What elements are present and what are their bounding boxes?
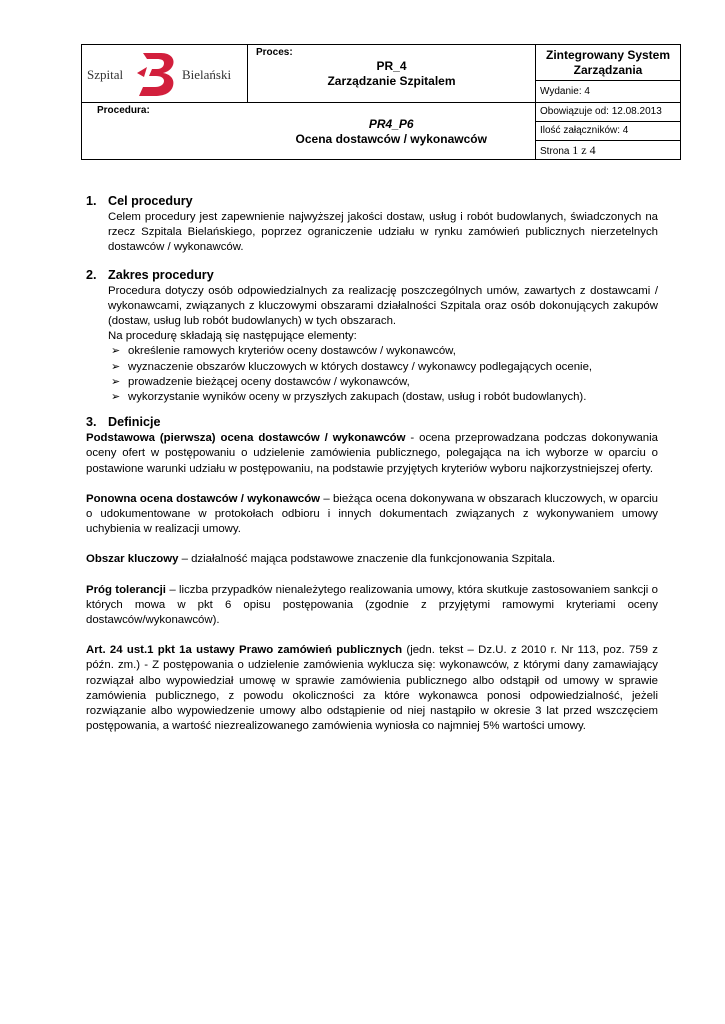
definition-text: (jedn. tekst – Dz.U. z 2010 r. Nr 113, poz. 759 z późn. zm.) - Z postępowania o udzielenie zamówienia wyklucza się: wykonawców, z którymi dany zamawiający rozwiązał albo wypowiedział umowę w sprawie zamówienia publicznego albo odstąpił od umowy w sprawie zamówienia publicznego, z powodu okoliczności za które wykonawca ponosi odpowiedzialność, jeżeli rozwiązanie albo wypowiedzenie umowy albo odstąpienie od niej nastąpiło w okresie 3 lat przed wszczęciem postępowania, a wartość niezrealizowanego zamówienia wyniosła co najmniej 5% wartości umowy. — [86, 644, 658, 733]
definition-term: Próg tolerancji — [86, 583, 166, 596]
page-number — [536, 140, 680, 159]
arrow-bullet-icon: ➢ — [111, 360, 121, 373]
page-label: Strona — [540, 146, 570, 157]
section-3-number: 3. — [86, 415, 97, 430]
logo-word-bielanski: Bielański — [182, 67, 232, 82]
list-item: ➢ prowadzenie bieżącej oceny dostawców / wykonawców, — [108, 375, 658, 390]
list-item: ➢ określenie ramowych kryteriów oceny dostawców / wykonawców, — [108, 344, 658, 359]
definition-text: – działalność mająca podstawowe znaczenie dla funkcjonowania Szpitala. — [178, 553, 556, 566]
definition-term: Podstawowa (pierwsza) ocena dostawców / wykonawców — [86, 432, 406, 445]
logo-b-icon — [135, 51, 179, 97]
section-1-number: 1. — [86, 194, 97, 208]
definition-art-24 — [86, 643, 658, 734]
definition-tolerance-threshold — [86, 583, 658, 629]
system-title — [536, 45, 680, 80]
process-label: Proces: — [256, 47, 293, 58]
procedure-code: PR4_P6 — [368, 117, 414, 131]
effective-date: Obowiązuje od: 12.08.2013 — [540, 106, 662, 117]
section-1-text: Celem procedury jest zapewnienie najwyższej jakości dostaw, usług i robót budowlanych, świadczonych na rzecz Szpitala Bielańskiego, poprzez ograniczenie udziału w rynku zamówień publicznych nierzetelnych dostawców / wykonawców. — [108, 211, 658, 254]
definition-term: Obszar kluczowy — [86, 553, 179, 566]
section-2-intro: Na procedurę składają się następujące elementy: — [108, 330, 357, 343]
system-title-line1: Zintegrowany System — [545, 48, 671, 62]
list-item: ➢ wyznaczenie obszarów kluczowych w których dostawcy / wykonawcy podlegających ocenie, — [108, 360, 658, 375]
page-nums: 1 z 4 — [572, 143, 596, 157]
document-body — [86, 193, 658, 734]
section-2-bullet-list — [86, 344, 658, 405]
definition-key-area — [86, 552, 658, 567]
section-2-title: Zakres procedury — [108, 267, 214, 282]
logo-cell — [82, 45, 248, 103]
system-title-line2: Zarządzania — [573, 63, 643, 77]
definition-text: – bieżąca ocena dokonywana w obszarach kluczowych, w oparciu o udokumentowane w protokołach odbioru i innych dokumentach związanych z wykonywaniem umowy uchybienia w realizacji umowy. — [86, 492, 658, 536]
section-1-title: Cel procedury — [108, 194, 193, 208]
definition-reassessment — [86, 492, 658, 538]
section-1-heading — [86, 193, 658, 210]
section-2-number: 2. — [86, 267, 97, 282]
procedure-name: Ocena dostawców / wykonawców — [295, 132, 487, 146]
procedure-cell — [248, 103, 536, 160]
process-code: PR_4 — [376, 59, 407, 73]
logo-word-szpital: Szpital — [87, 67, 124, 82]
procedure-label: Procedura: — [97, 105, 150, 116]
procedure-label-cell — [82, 103, 248, 160]
definition-term: Ponowna ocena dostawców / wykonawców — [86, 492, 321, 505]
system-cell — [536, 45, 681, 103]
section-3-heading — [86, 414, 658, 431]
definition-term: Art. 24 ust.1 pkt 1a ustawy Prawo zamówień publicznych — [86, 644, 403, 657]
definition-basic-assessment — [86, 431, 658, 477]
section-2-heading — [86, 267, 658, 284]
procedure-meta-cell — [536, 103, 681, 160]
definition-text: - ocena przeprowadzana podczas dokonywania oceny ofert w postępowaniu o udzielenie zamówienia publicznego, polegająca na ich wyborze w oparciu o postawione warunki udziału w postępowaniu, na podstawie przyjętych kryteriów wyboru najkorzystniejszej oferty. — [86, 432, 658, 475]
list-item: ➢ wykorzystanie wyników oceny w przyszłych zakupach (dostaw, usług i robót budowlanych). — [108, 390, 658, 405]
section-3-title: Definicje — [108, 415, 161, 430]
edition-value: Wydanie: 4 — [536, 80, 680, 102]
attachments-count: Ilość załączników: 4 — [536, 121, 680, 140]
hospital-logo — [87, 51, 242, 95]
document-header-table — [81, 44, 681, 160]
section-2-text: Procedura dotyczy osób odpowiedzialnych za realizację poszczególnych umów, zawartych z dostawcami / wykonawcami, związanych z kluczowymi obszarami działalności Szpitala oraz osób dokonujących zakupów (dostaw, usług lub robót budowlanych) w tych obszarach. — [108, 284, 658, 328]
arrow-bullet-icon: ➢ — [111, 391, 121, 404]
definition-text: – liczba przypadków nienależytego realizowania umowy, która skutkuje zastosowaniem sankcji o których mowa w pkt 6 opisu postępowania (zgodnie z przyjętymi ramowymi kryteriami oceny dostawców/wykonawców). — [86, 583, 658, 627]
arrow-bullet-icon: ➢ — [111, 345, 121, 358]
arrow-bullet-icon: ➢ — [111, 375, 121, 388]
process-cell — [248, 45, 536, 103]
process-name: Zarządzanie Szpitalem — [327, 74, 456, 88]
